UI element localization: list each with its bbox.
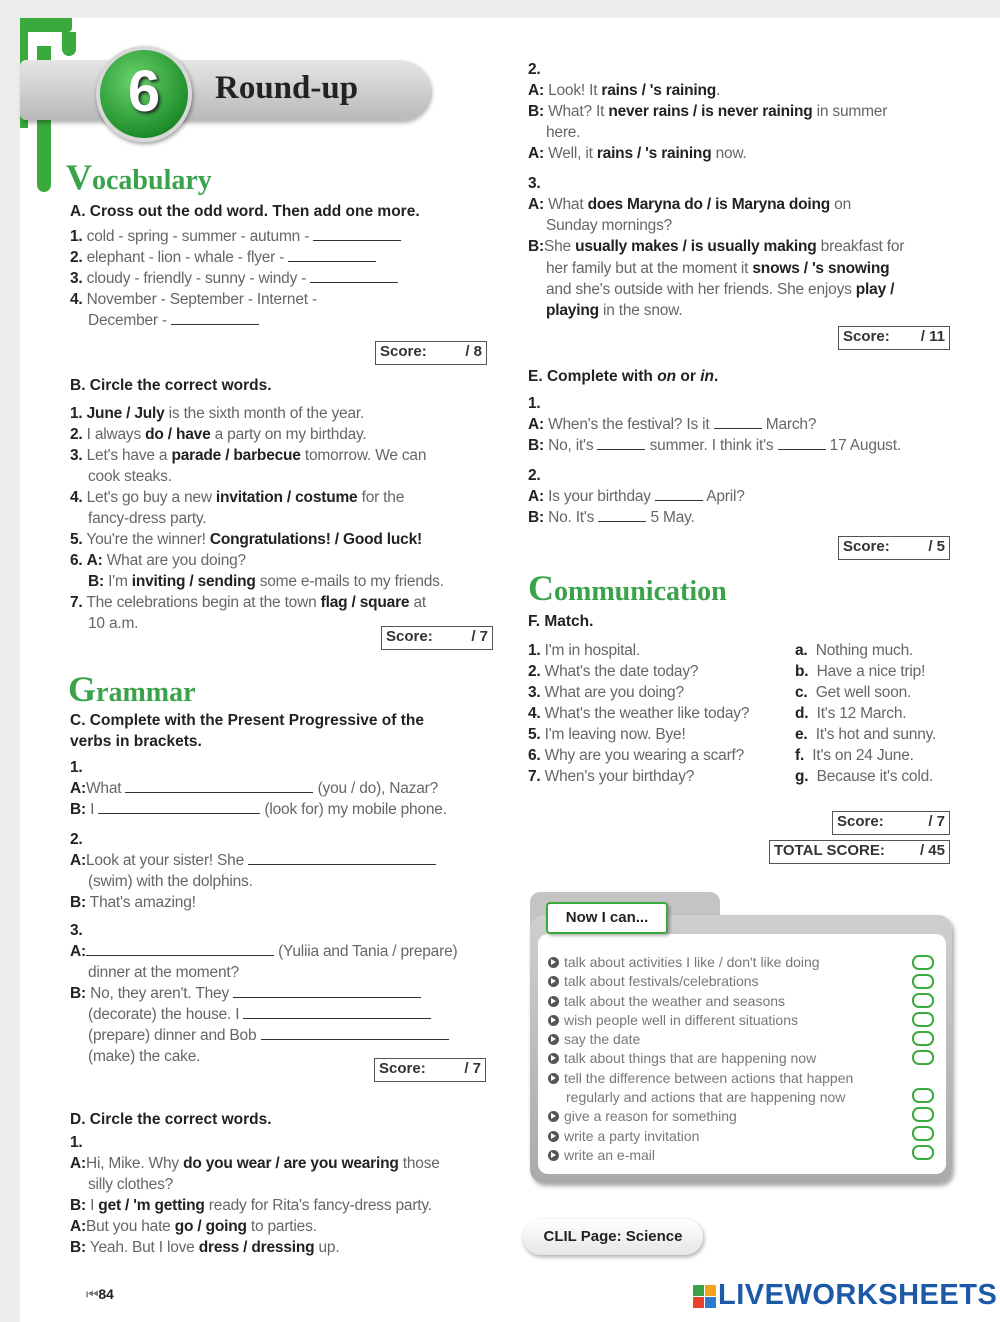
can-item-3: talk about the weather and seasons <box>548 992 853 1011</box>
play-bullet-icon <box>548 1053 559 1064</box>
play-bullet-icon <box>548 1111 559 1122</box>
exercise-c3-b-cont-3: (make) the cake. <box>88 1048 201 1065</box>
exercise-f-title: F. Match. <box>528 613 594 630</box>
match-left-7[interactable]: 7. When's your birthday? <box>528 768 695 785</box>
can-item-4: wish people well in different situations <box>548 1011 853 1030</box>
match-right-f[interactable]: f. It's on 24 June. <box>795 747 914 764</box>
exercise-d3-line-2-cont-3: playing in the snow. <box>546 302 683 319</box>
now-i-can-list <box>548 953 853 1165</box>
exercise-b-item-7: 7. The celebrations begin at the town flag / square at <box>70 594 426 611</box>
exercise-e2-a: A: Is your birthday April? <box>528 488 745 505</box>
exercise-d-title: D. Circle the correct words. <box>70 1111 272 1128</box>
exercise-a-item-2: 2. elephant - lion - whale - flyer - <box>70 247 376 268</box>
exercise-d1-line-1-cont: silly clothes? <box>88 1176 174 1193</box>
score-box-f: Score: / 7 <box>832 811 950 835</box>
rewind-icon: ⏮ <box>86 1286 99 1302</box>
match-right-b[interactable]: b. Have a nice trip! <box>795 663 926 680</box>
play-bullet-icon <box>548 1131 559 1142</box>
exercise-e1-a: A: When's the festival? Is it March? <box>528 416 817 433</box>
exercise-c3-b: B: No, they aren't. They <box>70 983 421 1004</box>
now-i-can-label: Now I can... <box>546 902 668 934</box>
checkbox-9[interactable] <box>912 1126 934 1141</box>
exercise-e1-b: B: No, it's summer. I think it's 17 August. <box>528 437 901 454</box>
answer-blank[interactable] <box>261 1025 449 1040</box>
can-item-2: talk about festivals/celebrations <box>548 972 853 991</box>
exercise-d3-number: 3. <box>528 175 541 192</box>
answer-blank[interactable] <box>288 247 376 262</box>
exercise-d3-line-2-cont-2: and she's outside with her friends. She enjoys play / <box>546 281 895 298</box>
checkbox-8[interactable] <box>912 1107 934 1122</box>
checkbox-7[interactable] <box>912 1088 934 1103</box>
can-item-6: talk about things that are happening now <box>548 1049 853 1068</box>
exercise-c1-a: A:What (you / do), Nazar? <box>70 780 439 797</box>
match-left-5[interactable]: 5. I'm leaving now. Bye! <box>528 726 686 743</box>
match-left-2[interactable]: 2. What's the date today? <box>528 663 699 680</box>
exercise-c2-number: 2. <box>70 831 83 848</box>
answer-blank[interactable] <box>125 778 313 793</box>
checkbox-1[interactable] <box>912 955 934 970</box>
checkbox-10[interactable] <box>912 1145 934 1160</box>
answer-blank[interactable] <box>655 486 703 501</box>
match-left-6[interactable]: 6. Why are you wearing a scarf? <box>528 747 745 764</box>
exercise-b-item-6-b: B: I'm inviting / sending some e-mails to my friends. <box>88 573 444 590</box>
exercise-e2-b: B: No. It's 5 May. <box>528 509 695 526</box>
answer-blank[interactable] <box>313 226 401 241</box>
match-left-column <box>528 640 749 787</box>
match-left-1[interactable]: 1. I'm in hospital. <box>528 642 641 659</box>
checkbox-2[interactable] <box>912 974 934 989</box>
play-bullet-icon <box>548 1150 559 1161</box>
can-item-7-cont: regularly and actions that are happening now <box>566 1089 846 1106</box>
exercise-c3-b-cont-2: (prepare) dinner and Bob <box>88 1025 449 1046</box>
exercise-b-item-2: 2. I always do / have a party on my birthday. <box>70 426 367 443</box>
exercise-d2-number: 2. <box>528 61 541 78</box>
checkbox-6[interactable] <box>912 1050 934 1065</box>
vocabulary-heading: Vocabulary <box>66 157 212 197</box>
answer-blank[interactable] <box>248 850 436 865</box>
play-bullet-icon <box>548 976 559 987</box>
liveworksheets-brand[interactable]: LIVEWORKSHEETS <box>718 1279 998 1311</box>
answer-blank[interactable] <box>243 1004 431 1019</box>
answer-blank[interactable] <box>233 983 421 998</box>
exercise-e1-number: 1. <box>528 395 541 412</box>
exercise-d2-line-1: A: Look! It rains / 's raining. <box>528 82 721 99</box>
exercise-c3-a-cont: dinner at the moment? <box>88 964 239 981</box>
exercise-e-title: E. Complete with on or in. <box>528 368 719 385</box>
match-left-3[interactable]: 3. What are you doing? <box>528 684 684 701</box>
score-box-e: Score: / 5 <box>838 536 950 560</box>
score-box-d: Score: / 11 <box>838 326 950 350</box>
score-box-c: Score: / 7 <box>374 1058 486 1082</box>
unit-number: 6 <box>127 59 161 124</box>
exercise-d2-line-3: A: Well, it rains / 's raining now. <box>528 145 747 162</box>
exercise-d3-line-1-cont: Sunday mornings? <box>546 217 673 234</box>
answer-blank[interactable] <box>778 435 826 450</box>
exercise-d1-number: 1. <box>70 1134 83 1151</box>
play-bullet-icon <box>548 957 559 968</box>
exercise-b-item-3: 3. Let's have a parade / barbecue tomorrow. We can <box>70 447 427 464</box>
exercise-d1-line-1: A:Hi, Mike. Why do you wear / are you wearing those <box>70 1155 440 1172</box>
clil-page-link[interactable]: CLIL Page: Science <box>523 1219 703 1255</box>
exercise-c-title-1: C. Complete with the Present Progressive of the <box>70 712 424 729</box>
play-bullet-icon <box>548 1015 559 1026</box>
exercise-b-item-5: 5. You're the winner! Congratulations! / Good luck! <box>70 531 422 548</box>
exercise-c2-b: B: That's amazing! <box>70 894 196 911</box>
answer-blank[interactable] <box>86 941 274 956</box>
match-right-column <box>795 640 936 787</box>
play-bullet-icon <box>548 1073 559 1084</box>
exercise-a-item-4: 4. November - September - Internet - <box>70 291 317 308</box>
page-number: ⏮84 <box>86 1286 114 1302</box>
exercise-b-item-7-cont: 10 a.m. <box>88 615 139 632</box>
answer-blank[interactable] <box>598 507 646 522</box>
exercise-a-title: A. Cross out the odd word. Then add one more. <box>70 203 420 220</box>
exercise-d2-line-2: B: What? It never rains / is never raining in summer <box>528 103 888 120</box>
exercise-d1-line-4: B: Yeah. But I love dress / dressing up. <box>70 1239 340 1256</box>
match-right-c[interactable]: c. Get well soon. <box>795 684 912 701</box>
can-item-9: write a party invitation <box>548 1127 853 1146</box>
checkbox-3[interactable] <box>912 993 934 1008</box>
answer-blank[interactable] <box>714 414 762 429</box>
exercise-e2-number: 2. <box>528 467 541 484</box>
exercise-d3-line-2: B:She usually makes / is usually making breakfast for <box>528 238 905 255</box>
exercise-c2-a: A:Look at your sister! She <box>70 850 436 871</box>
play-bullet-icon <box>548 1034 559 1045</box>
play-bullet-icon <box>548 996 559 1007</box>
exercise-d1-line-2: B: I get / 'm getting ready for Rita's fancy-dress party. <box>70 1197 432 1214</box>
exercise-c2-a-cont: (swim) with the dolphins. <box>88 873 253 890</box>
can-item-10: write an e-mail <box>548 1146 853 1165</box>
can-item-1: talk about activities I like / don't like doing <box>548 953 853 972</box>
checkbox-4[interactable] <box>912 1012 934 1027</box>
exercise-b-item-4-cont: fancy-dress party. <box>88 510 207 527</box>
exercise-c3-number: 3. <box>70 922 83 939</box>
exercise-b-title: B. Circle the correct words. <box>70 377 272 394</box>
exercise-d3-line-1: A: What does Maryna do / is Maryna doing on <box>528 196 852 213</box>
match-right-d[interactable]: d. It's 12 March. <box>795 705 907 722</box>
match-right-a[interactable]: a. Nothing much. <box>795 642 914 659</box>
exercise-b-item-6: 6. A: What are you doing? <box>70 552 246 569</box>
exercise-c-title-2: verbs in brackets. <box>70 733 202 750</box>
exercise-d3-line-2-cont-1: her family but at the moment it snows / 's snowing <box>546 260 890 277</box>
communication-heading: Communication <box>528 568 727 608</box>
answer-blank[interactable] <box>98 799 260 814</box>
exercise-c1-b: B: I (look for) my mobile phone. <box>70 801 447 818</box>
exercise-a-item-1: 1. cold - spring - summer - autumn - <box>70 226 401 247</box>
match-right-e[interactable]: e. It's hot and sunny. <box>795 726 937 743</box>
exercise-c1-number: 1. <box>70 759 83 776</box>
exercise-d2-line-2-cont: here. <box>546 124 581 141</box>
exercise-b-item-3-cont: cook steaks. <box>88 468 172 485</box>
liveworksheets-logo-icon <box>693 1285 717 1309</box>
answer-blank[interactable] <box>597 435 645 450</box>
answer-blank[interactable] <box>310 268 398 283</box>
score-box-a: Score: / 8 <box>375 341 487 365</box>
green-drip-small <box>62 32 76 56</box>
exercise-b-item-1: 1. June / July is the sixth month of the year. <box>70 405 365 422</box>
exercise-a-item-3: 3. cloudy - friendly - sunny - windy - <box>70 268 398 289</box>
exercise-d1-line-3: A:But you hate go / going to parties. <box>70 1218 317 1235</box>
score-box-b: Score: / 7 <box>381 626 493 650</box>
total-score-box: TOTAL SCORE: / 45 <box>769 840 950 864</box>
can-item-8: give a reason for something <box>548 1107 853 1126</box>
exercise-b-item-4: 4. Let's go buy a new invitation / costume for the <box>70 489 405 506</box>
exercise-a-item-4-cont: December - <box>88 310 259 331</box>
exercise-c3-a: A: (Yuliia and Tania / prepare) <box>70 943 458 960</box>
exercise-c3-b-cont-1: (decorate) the house. I <box>88 1004 431 1025</box>
grammar-heading: Grammar <box>68 669 196 709</box>
can-item-7: tell the difference between actions that happen <box>548 1069 853 1088</box>
answer-blank[interactable] <box>171 310 259 325</box>
can-item-5: say the date <box>548 1030 853 1049</box>
match-right-g[interactable]: g. Because it's cold. <box>795 768 934 785</box>
match-left-4[interactable]: 4. What's the weather like today? <box>528 705 750 722</box>
checkbox-5[interactable] <box>912 1031 934 1046</box>
unit-title: Round-up <box>215 70 359 106</box>
